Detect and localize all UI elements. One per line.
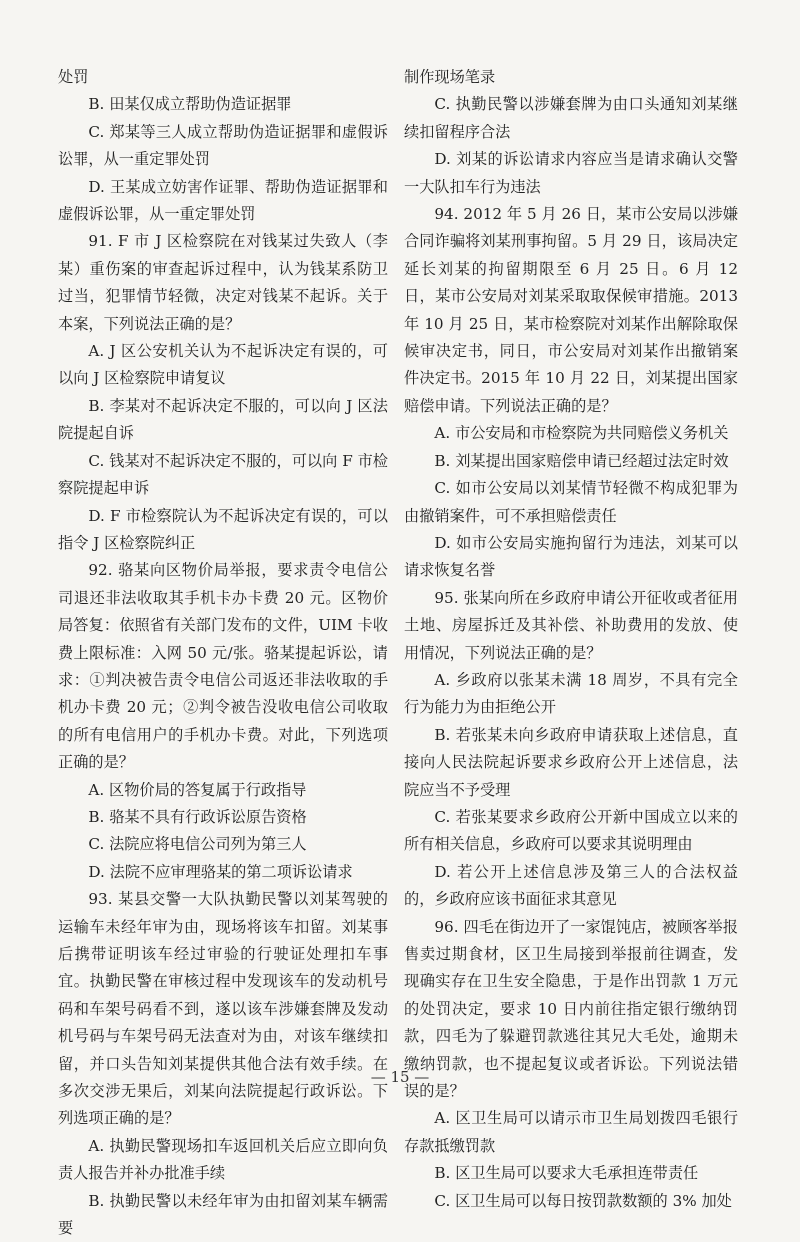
paragraph: C. 执勤民警以涉嫌套牌为由口头通知刘某继续扣留程序合法: [404, 95, 738, 141]
paragraph: C. 法院应将电信公司列为第三人: [88, 835, 307, 854]
paragraph: A. 区物价局的答复属于行政指导: [88, 780, 307, 799]
right-column: [404, 64, 738, 1215]
paragraph: C. 区卫生局可以每日按罚款数额的 3% 加处: [434, 1191, 732, 1210]
paragraph: D. 法院不应审理骆某的第二项诉讼请求: [88, 862, 353, 881]
paragraph: B. 刘某提出国家赔偿申请已经超过法定时效: [434, 451, 729, 470]
paragraph: 95. 张某向所在乡政府申请公开征收或者征用土地、房屋拆迁及其补偿、补助费用的发放、使用情况，下列说法正确的是？: [404, 588, 738, 662]
paragraph: B. 田某仅成立帮助伪造证据罪: [88, 95, 292, 114]
paragraph: 制作现场笔录: [404, 68, 496, 86]
paragraph: 92. 骆某向区物价局举报，要求责令电信公司退还非法收取其手机卡办卡费 20 元。区物价局答复：依照省有关部门发布的文件，UIM 卡收费上限标准：入网 50 元/张。骆某提起诉讼，请求：①判决被告责令电信公司返还非法收取的手机办卡费 20 元；②判令被告没收电信公司收取的所有电信用户的手机办卡费。对此，下列选项正确的是？: [58, 561, 388, 772]
paragraph: A. 乡政府以张某未满 18 周岁，不具有完全行为能力为由拒绝公开: [404, 670, 738, 717]
paragraph: B. 李某对不起诉决定不服的，可以向 J 区法院提起自诉: [58, 396, 388, 443]
paragraph: A. J 区公安机关认为不起诉决定有误的，可以向 J 区检察院申请复议: [58, 342, 388, 388]
paragraph: B. 若张某未向乡政府申请获取上述信息，直接向人民法院起诉要求乡政府公开上述信息，法院应当不予受理: [404, 725, 738, 799]
paragraph: B. 骆某不具有行政诉讼原告资格: [88, 807, 307, 826]
paragraph: 96. 四毛在街边开了一家馄饨店，被顾客举报售卖过期食材，区卫生局接到举报前往调查，发现确实存在卫生安全隐患，于是作出罚款 1 万元的处罚决定，要求 10 日内前往指定银行缴纳罚款，四毛为了躲避罚款逃往其兄大毛处，逾期未缴纳罚款，也不提起复议或者诉讼。下列说法错误的是？: [404, 917, 738, 1101]
page-number: — 15 —: [370, 1068, 430, 1086]
paragraph: A. 市公安局和市检察院为共同赔偿义务机关: [434, 424, 729, 443]
paragraph: 处罚: [58, 68, 89, 86]
paragraph: 91. F 市 J 区检察院在对钱某过失致人（李某）重伤案的审查起诉过程中，认为钱某系防卫过当，犯罪情节轻微，决定对钱某不起诉。关于本案，下列说法正确的是？: [58, 232, 388, 333]
paragraph: 94. 2012 年 5 月 26 日，某市公安局以涉嫌合同诈骗将刘某刑事拘留。5 月 29 日，该局决定延长刘某的拘留期限至 6 月 25 日。6 月 12 日，某市公安局对刘某采取取保候审措施。2013 年 10 月 25 日，某市检察院对刘某作出解除取保候审决定书，同日，市公安局对刘某作出撤销案件决定书。2015 年 10 月 22 日，刘某提出国家赔偿申请。下列说法正确的是？: [404, 205, 738, 415]
paragraph: D. 王某成立妨害作证罪、帮助伪造证据罪和虚假诉讼罪，从一重定罪处罚: [58, 177, 388, 224]
paragraph: A. 区卫生局可以请示市卫生局划拨四毛银行存款抵缴罚款: [404, 1109, 738, 1155]
paragraph: B. 执勤民警以未经年审为由扣留刘某车辆需要: [58, 1191, 388, 1238]
paragraph: C. 郑某等三人成立帮助伪造证据罪和虚假诉讼罪，从一重定罪处罚: [58, 122, 388, 169]
paragraph: 93. 某县交警一大队执勤民警以刘某驾驶的运输车未经年审为由，现场将该车扣留。刘某事后携带证明该车经过审验的行驶证处理扣车事宜。执勤民警在审核过程中发现该车的发动机号码和车架号码看不到，遂以该车涉嫌套牌及发动机号码与车架号码无法查对为由，对该车继续扣留，并口头告知刘某提供其他合法有效手续。在多次交涉无果后，刘某向法院提起行政诉讼。下列选项正确的是？: [58, 890, 388, 1128]
paragraph: D. 若公开上述信息涉及第三人的合法权益的，乡政府应该书面征求其意见: [404, 862, 738, 909]
paragraph: D. 如市公安局实施拘留行为违法，刘某可以请求恢复名誉: [404, 533, 738, 580]
paragraph: C. 如市公安局以刘某情节轻微不构成犯罪为由撤销案件，可不承担赔偿责任: [404, 479, 738, 525]
paragraph: D. F 市检察院认为不起诉决定有误的，可以指令 J 区检察院纠正: [58, 506, 388, 552]
paragraph: B. 区卫生局可以要求大毛承担连带责任: [434, 1164, 699, 1183]
left-column: [58, 64, 388, 1242]
paragraph: A. 执勤民警现场扣车返回机关后应立即向负责人报告并补办批准手续: [58, 1136, 388, 1183]
paragraph: D. 刘某的诉讼请求内容应当是请求确认交警一大队扣车行为违法: [404, 150, 738, 196]
paragraph: C. 钱某对不起诉决定不服的，可以向 F 市检察院提起申诉: [58, 451, 388, 498]
paragraph: C. 若张某要求乡政府公开新中国成立以来的所有相关信息，乡政府可以要求其说明理由: [404, 807, 738, 854]
